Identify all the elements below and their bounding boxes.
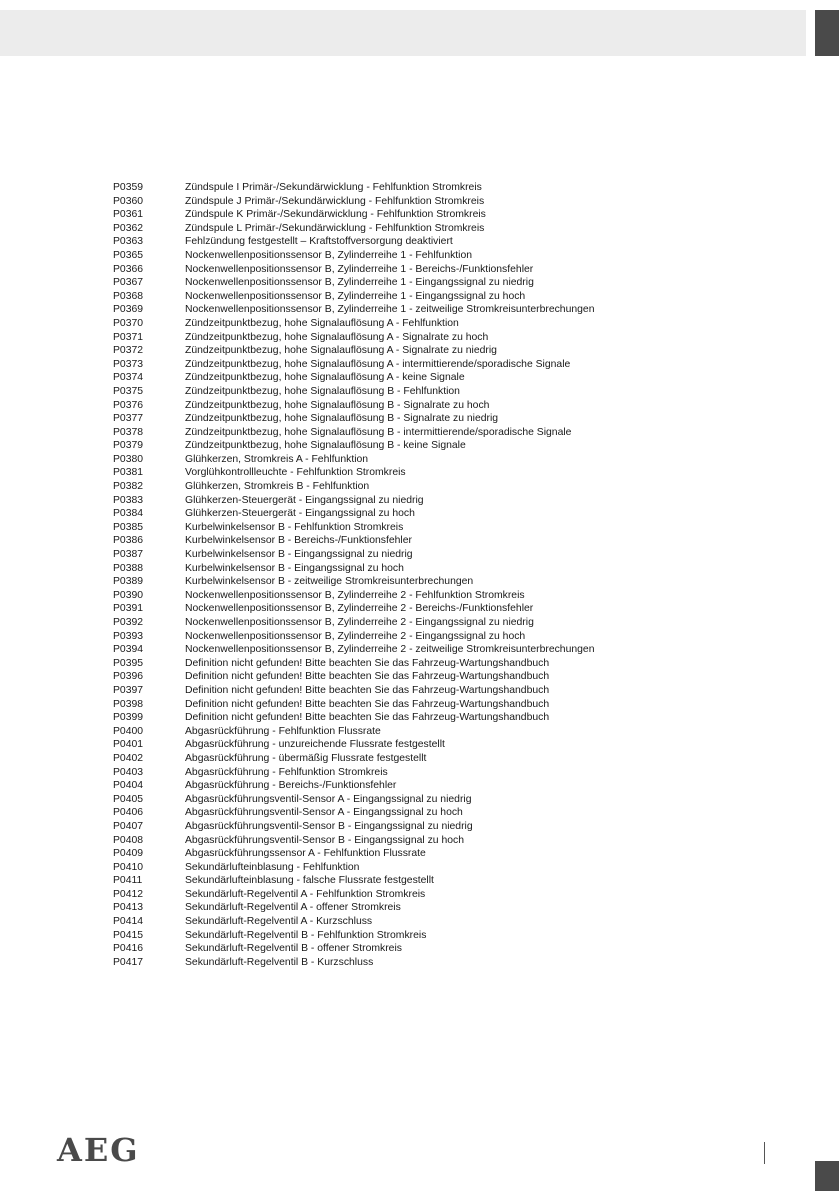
fault-description: Abgasrückführungsventil-Sensor B - Eingangssignal zu niedrig	[185, 820, 473, 832]
fault-description: Vorglühkontrollleuchte - Fehlfunktion Stromkreis	[185, 467, 406, 479]
fault-code: P0370	[113, 317, 144, 329]
fault-description: Zündzeitpunktbezug, hohe Signalauflösung B - Fehlfunktion	[185, 385, 460, 397]
fault-code: P0367	[113, 277, 144, 289]
fault-code: P0374	[113, 372, 144, 384]
fault-description: Sekundärluft-Regelventil A - offener Stromkreis	[185, 902, 401, 914]
fault-description: Zündspule I Primär-/Sekundärwicklung - Fehlfunktion Stromkreis	[185, 182, 482, 193]
fault-description: Nockenwellenpositionssensor B, Zylinderreihe 1 - Eingangssignal zu hoch	[185, 290, 526, 302]
fault-code: P0381	[113, 467, 144, 479]
fault-description: Zündzeitpunktbezug, hohe Signalauflösung B - Signalrate zu hoch	[185, 399, 490, 411]
fault-code-row	[113, 874, 643, 888]
fault-code: P0379	[113, 440, 144, 452]
fault-description: Kurbelwinkelsensor B - Eingangssignal zu hoch	[185, 562, 404, 574]
fault-code: P0406	[113, 807, 144, 819]
fault-description: Zündspule J Primär-/Sekundärwicklung - Fehlfunktion Stromkreis	[185, 195, 485, 207]
fault-description: Sekundärluft-Regelventil A - Kurzschluss	[185, 916, 373, 928]
fault-code-row	[113, 439, 643, 453]
fault-code: P0385	[113, 521, 144, 533]
fault-description: Definition nicht gefunden! Bitte beachten Sie das Fahrzeug-Wartungshandbuch	[185, 657, 550, 669]
fault-code-row	[113, 548, 643, 562]
fault-description: Abgasrückführung - Bereichs-/Funktionsfehler	[185, 780, 397, 792]
fault-code: P0405	[113, 793, 144, 805]
fault-code: P0382	[113, 481, 144, 493]
fault-description: Sekundärluft-Regelventil A - Fehlfunktion Stromkreis	[185, 888, 426, 900]
fault-code-row	[113, 806, 643, 820]
fault-description: Abgasrückführungsventil-Sensor A - Eingangssignal zu hoch	[185, 807, 463, 819]
fault-code: P0383	[113, 494, 144, 506]
fault-code: P0377	[113, 413, 144, 425]
fault-code: P0410	[113, 861, 144, 873]
fault-code-row	[113, 480, 643, 494]
fault-code-row	[113, 222, 643, 236]
fault-code-row	[113, 942, 643, 956]
fault-code-list	[113, 181, 643, 969]
fault-code: P0399	[113, 712, 144, 724]
fault-code: P0373	[113, 358, 144, 370]
fault-code-row	[113, 426, 643, 440]
fault-code: P0396	[113, 671, 144, 683]
header-bar	[0, 10, 806, 56]
fault-code-row	[113, 929, 643, 943]
fault-code: P0380	[113, 453, 144, 465]
fault-code: P0365	[113, 249, 144, 261]
fault-description: Abgasrückführungssensor A - Fehlfunktion Flussrate	[185, 848, 426, 860]
fault-description: Zündzeitpunktbezug, hohe Signalauflösung B - Signalrate zu niedrig	[185, 413, 499, 425]
fault-code: P0393	[113, 630, 144, 642]
fault-code: P0403	[113, 766, 144, 778]
fault-description: Nockenwellenpositionssensor B, Zylinderreihe 2 - Bereichs-/Funktionsfehler	[185, 603, 534, 615]
fault-description: Zündzeitpunktbezug, hohe Signalauflösung A - Signalrate zu hoch	[185, 331, 489, 343]
fault-code: P0398	[113, 698, 144, 710]
fault-code: P0408	[113, 834, 144, 846]
fault-description: Nockenwellenpositionssensor B, Zylinderreihe 1 - Eingangssignal zu niedrig	[185, 277, 534, 289]
fault-code-row	[113, 766, 643, 780]
fault-code: P0411	[113, 875, 143, 887]
fault-code-row	[113, 725, 643, 739]
fault-description: Abgasrückführung - übermäßig Flussrate festgestellt	[185, 752, 427, 764]
fault-code-row	[113, 630, 643, 644]
fault-code-row	[113, 820, 643, 834]
fault-code: P0391	[113, 603, 144, 615]
fault-description: Zündzeitpunktbezug, hohe Signalauflösung B - keine Signale	[185, 440, 466, 452]
page-corner-tab-bottom	[815, 1161, 839, 1191]
fault-code-row	[113, 453, 643, 467]
fault-code-row	[113, 915, 643, 929]
fault-description: Zündzeitpunktbezug, hohe Signalauflösung B - intermittierende/sporadische Signale	[185, 426, 572, 438]
fault-code: P0417	[113, 956, 144, 968]
fault-description: Nockenwellenpositionssensor B, Zylinderreihe 2 - Fehlfunktion Stromkreis	[185, 589, 525, 601]
fault-description: Abgasrückführung - unzureichende Flussrate festgestellt	[185, 739, 445, 751]
fault-code-row	[113, 534, 643, 548]
fault-description: Definition nicht gefunden! Bitte beachten Sie das Fahrzeug-Wartungshandbuch	[185, 671, 550, 683]
fault-description: Definition nicht gefunden! Bitte beachten Sie das Fahrzeug-Wartungshandbuch	[185, 684, 550, 696]
fault-code-row	[113, 834, 643, 848]
fault-code-row	[113, 698, 643, 712]
fault-code: P0388	[113, 562, 144, 574]
fault-code-row	[113, 779, 643, 793]
fault-code: P0404	[113, 780, 144, 792]
fault-code-row	[113, 358, 643, 372]
fault-code-row	[113, 602, 643, 616]
fault-code: P0371	[113, 331, 144, 343]
fault-code: P0384	[113, 508, 144, 520]
fault-code-row	[113, 711, 643, 725]
fault-code: P0376	[113, 399, 144, 411]
fault-code: P0415	[113, 929, 144, 941]
fault-code-row	[113, 643, 643, 657]
fault-description: Kurbelwinkelsensor B - Eingangssignal zu niedrig	[185, 549, 413, 561]
fault-description: Nockenwellenpositionssensor B, Zylinderreihe 1 - Bereichs-/Funktionsfehler	[185, 263, 534, 275]
fault-code: P0416	[113, 943, 144, 955]
fault-description: Zündspule L Primär-/Sekundärwicklung - Fehlfunktion Stromkreis	[185, 222, 485, 234]
fault-code-row	[113, 901, 643, 915]
fault-code-row	[113, 562, 643, 576]
fault-description: Definition nicht gefunden! Bitte beachten Sie das Fahrzeug-Wartungshandbuch	[185, 698, 550, 710]
fault-description: Nockenwellenpositionssensor B, Zylinderreihe 1 - Fehlfunktion	[185, 249, 473, 261]
fault-code-row	[113, 575, 643, 589]
fault-code: P0400	[113, 725, 144, 737]
fault-code: P0412	[113, 888, 144, 900]
fault-code-row	[113, 303, 643, 317]
fault-description: Kurbelwinkelsensor B - zeitweilige Stromkreisunterbrechungen	[185, 576, 474, 588]
fault-code: P0395	[113, 657, 144, 669]
fault-description: Nockenwellenpositionssensor B, Zylinderreihe 2 - Eingangssignal zu hoch	[185, 630, 526, 642]
fault-description: Definition nicht gefunden! Bitte beachten Sie das Fahrzeug-Wartungshandbuch	[185, 712, 550, 724]
fault-code: P0409	[113, 848, 144, 860]
fault-code: P0389	[113, 576, 144, 588]
fault-description: Zündzeitpunktbezug, hohe Signalauflösung A - Fehlfunktion	[185, 317, 459, 329]
fault-code: P0363	[113, 236, 144, 248]
fault-code-row	[113, 331, 643, 345]
fault-code: P0401	[113, 739, 144, 751]
fault-code-row	[113, 793, 643, 807]
fault-description: Zündzeitpunktbezug, hohe Signalauflösung A - Signalrate zu niedrig	[185, 345, 497, 357]
fault-code-row	[113, 290, 643, 304]
fault-code: P0368	[113, 290, 144, 302]
fault-description: Nockenwellenpositionssensor B, Zylinderreihe 2 - Eingangssignal zu niedrig	[185, 617, 534, 628]
fault-code: P0361	[113, 209, 144, 221]
fault-description: Abgasrückführung - Fehlfunktion Stromkreis	[185, 766, 388, 778]
fault-description: Zündzeitpunktbezug, hohe Signalauflösung A - intermittierende/sporadische Signale	[185, 358, 571, 370]
fault-description: Zündspule K Primär-/Sekundärwicklung - Fehlfunktion Stromkreis	[185, 209, 486, 221]
fault-code: P0392	[113, 617, 144, 628]
fault-description: Glühkerzen-Steuergerät - Eingangssignal zu niedrig	[185, 494, 424, 506]
fault-code: P0387	[113, 549, 144, 561]
fault-description: Glühkerzen-Steuergerät - Eingangssignal zu hoch	[185, 508, 415, 520]
fault-description: Abgasrückführungsventil-Sensor B - Eingangssignal zu hoch	[185, 834, 464, 846]
fault-code-row	[113, 494, 643, 508]
fault-description: Glühkerzen, Stromkreis B - Fehlfunktion	[185, 481, 370, 493]
fault-code-row	[113, 657, 643, 671]
fault-code-row	[113, 738, 643, 752]
fault-code: P0362	[113, 222, 144, 234]
fault-description: Nockenwellenpositionssensor B, Zylinderreihe 1 - zeitweilige Stromkreisunterbrechungen	[185, 304, 595, 316]
fault-code: P0372	[113, 345, 144, 357]
fault-code-row	[113, 466, 643, 480]
fault-code-row	[113, 589, 643, 603]
fault-code: P0397	[113, 684, 144, 696]
fault-code-row	[113, 344, 643, 358]
fault-code: P0386	[113, 535, 144, 547]
fault-description: Nockenwellenpositionssensor B, Zylinderreihe 2 - zeitweilige Stromkreisunterbrechungen	[185, 644, 595, 656]
fault-code: P0407	[113, 820, 144, 832]
fault-code: P0394	[113, 644, 144, 656]
fault-code-row	[113, 399, 643, 413]
fault-description: Sekundärlufteinblasung - falsche Flussrate festgestellt	[185, 875, 434, 887]
fault-code: P0378	[113, 426, 144, 438]
footer-divider	[764, 1142, 765, 1164]
fault-code: P0360	[113, 195, 144, 207]
fault-code: P0413	[113, 902, 144, 914]
fault-code-row	[113, 888, 643, 902]
fault-description: Kurbelwinkelsensor B - Fehlfunktion Stromkreis	[185, 521, 404, 533]
fault-code-row	[113, 507, 643, 521]
fault-code-row	[113, 263, 643, 277]
fault-code-row	[113, 847, 643, 861]
fault-description: Sekundärlufteinblasung - Fehlfunktion	[185, 861, 360, 873]
fault-description: Zündzeitpunktbezug, hohe Signalauflösung A - keine Signale	[185, 372, 465, 384]
fault-description: Sekundärluft-Regelventil B - Kurzschluss	[185, 956, 374, 968]
fault-code-row	[113, 181, 643, 195]
fault-code: P0402	[113, 752, 144, 764]
fault-code: P0414	[113, 916, 144, 928]
fault-description: Glühkerzen, Stromkreis A - Fehlfunktion	[185, 453, 369, 465]
fault-description: Fehlzündung festgestellt – Kraftstoffversorgung deaktiviert	[185, 236, 453, 248]
fault-code-row	[113, 208, 643, 222]
fault-description: Abgasrückführung - Fehlfunktion Flussrate	[185, 725, 381, 737]
fault-code-row	[113, 956, 643, 970]
fault-description: Abgasrückführungsventil-Sensor A - Eingangssignal zu niedrig	[185, 793, 472, 805]
fault-code-row	[113, 195, 643, 209]
fault-code: P0375	[113, 385, 144, 397]
fault-code: P0366	[113, 263, 144, 275]
fault-description: Kurbelwinkelsensor B - Bereichs-/Funktionsfehler	[185, 535, 412, 547]
fault-code: P0390	[113, 589, 144, 601]
fault-code-row	[113, 684, 643, 698]
fault-code-row	[113, 317, 643, 331]
fault-code-row	[113, 385, 643, 399]
aeg-logo: AEG	[57, 1131, 140, 1169]
fault-code-row	[113, 521, 643, 535]
fault-code-row	[113, 235, 643, 249]
page-corner-tab-top	[815, 10, 839, 56]
fault-code-row	[113, 276, 643, 290]
fault-code: P0359	[113, 182, 144, 193]
fault-code-row	[113, 249, 643, 263]
fault-description: Sekundärluft-Regelventil B - offener Stromkreis	[185, 943, 402, 955]
fault-code-row	[113, 861, 643, 875]
fault-code: P0369	[113, 304, 144, 316]
fault-code-row	[113, 670, 643, 684]
fault-description: Sekundärluft-Regelventil B - Fehlfunktion Stromkreis	[185, 929, 427, 941]
fault-code-row	[113, 371, 643, 385]
fault-code-row	[113, 616, 643, 630]
fault-code-row	[113, 412, 643, 426]
fault-code-row	[113, 752, 643, 766]
